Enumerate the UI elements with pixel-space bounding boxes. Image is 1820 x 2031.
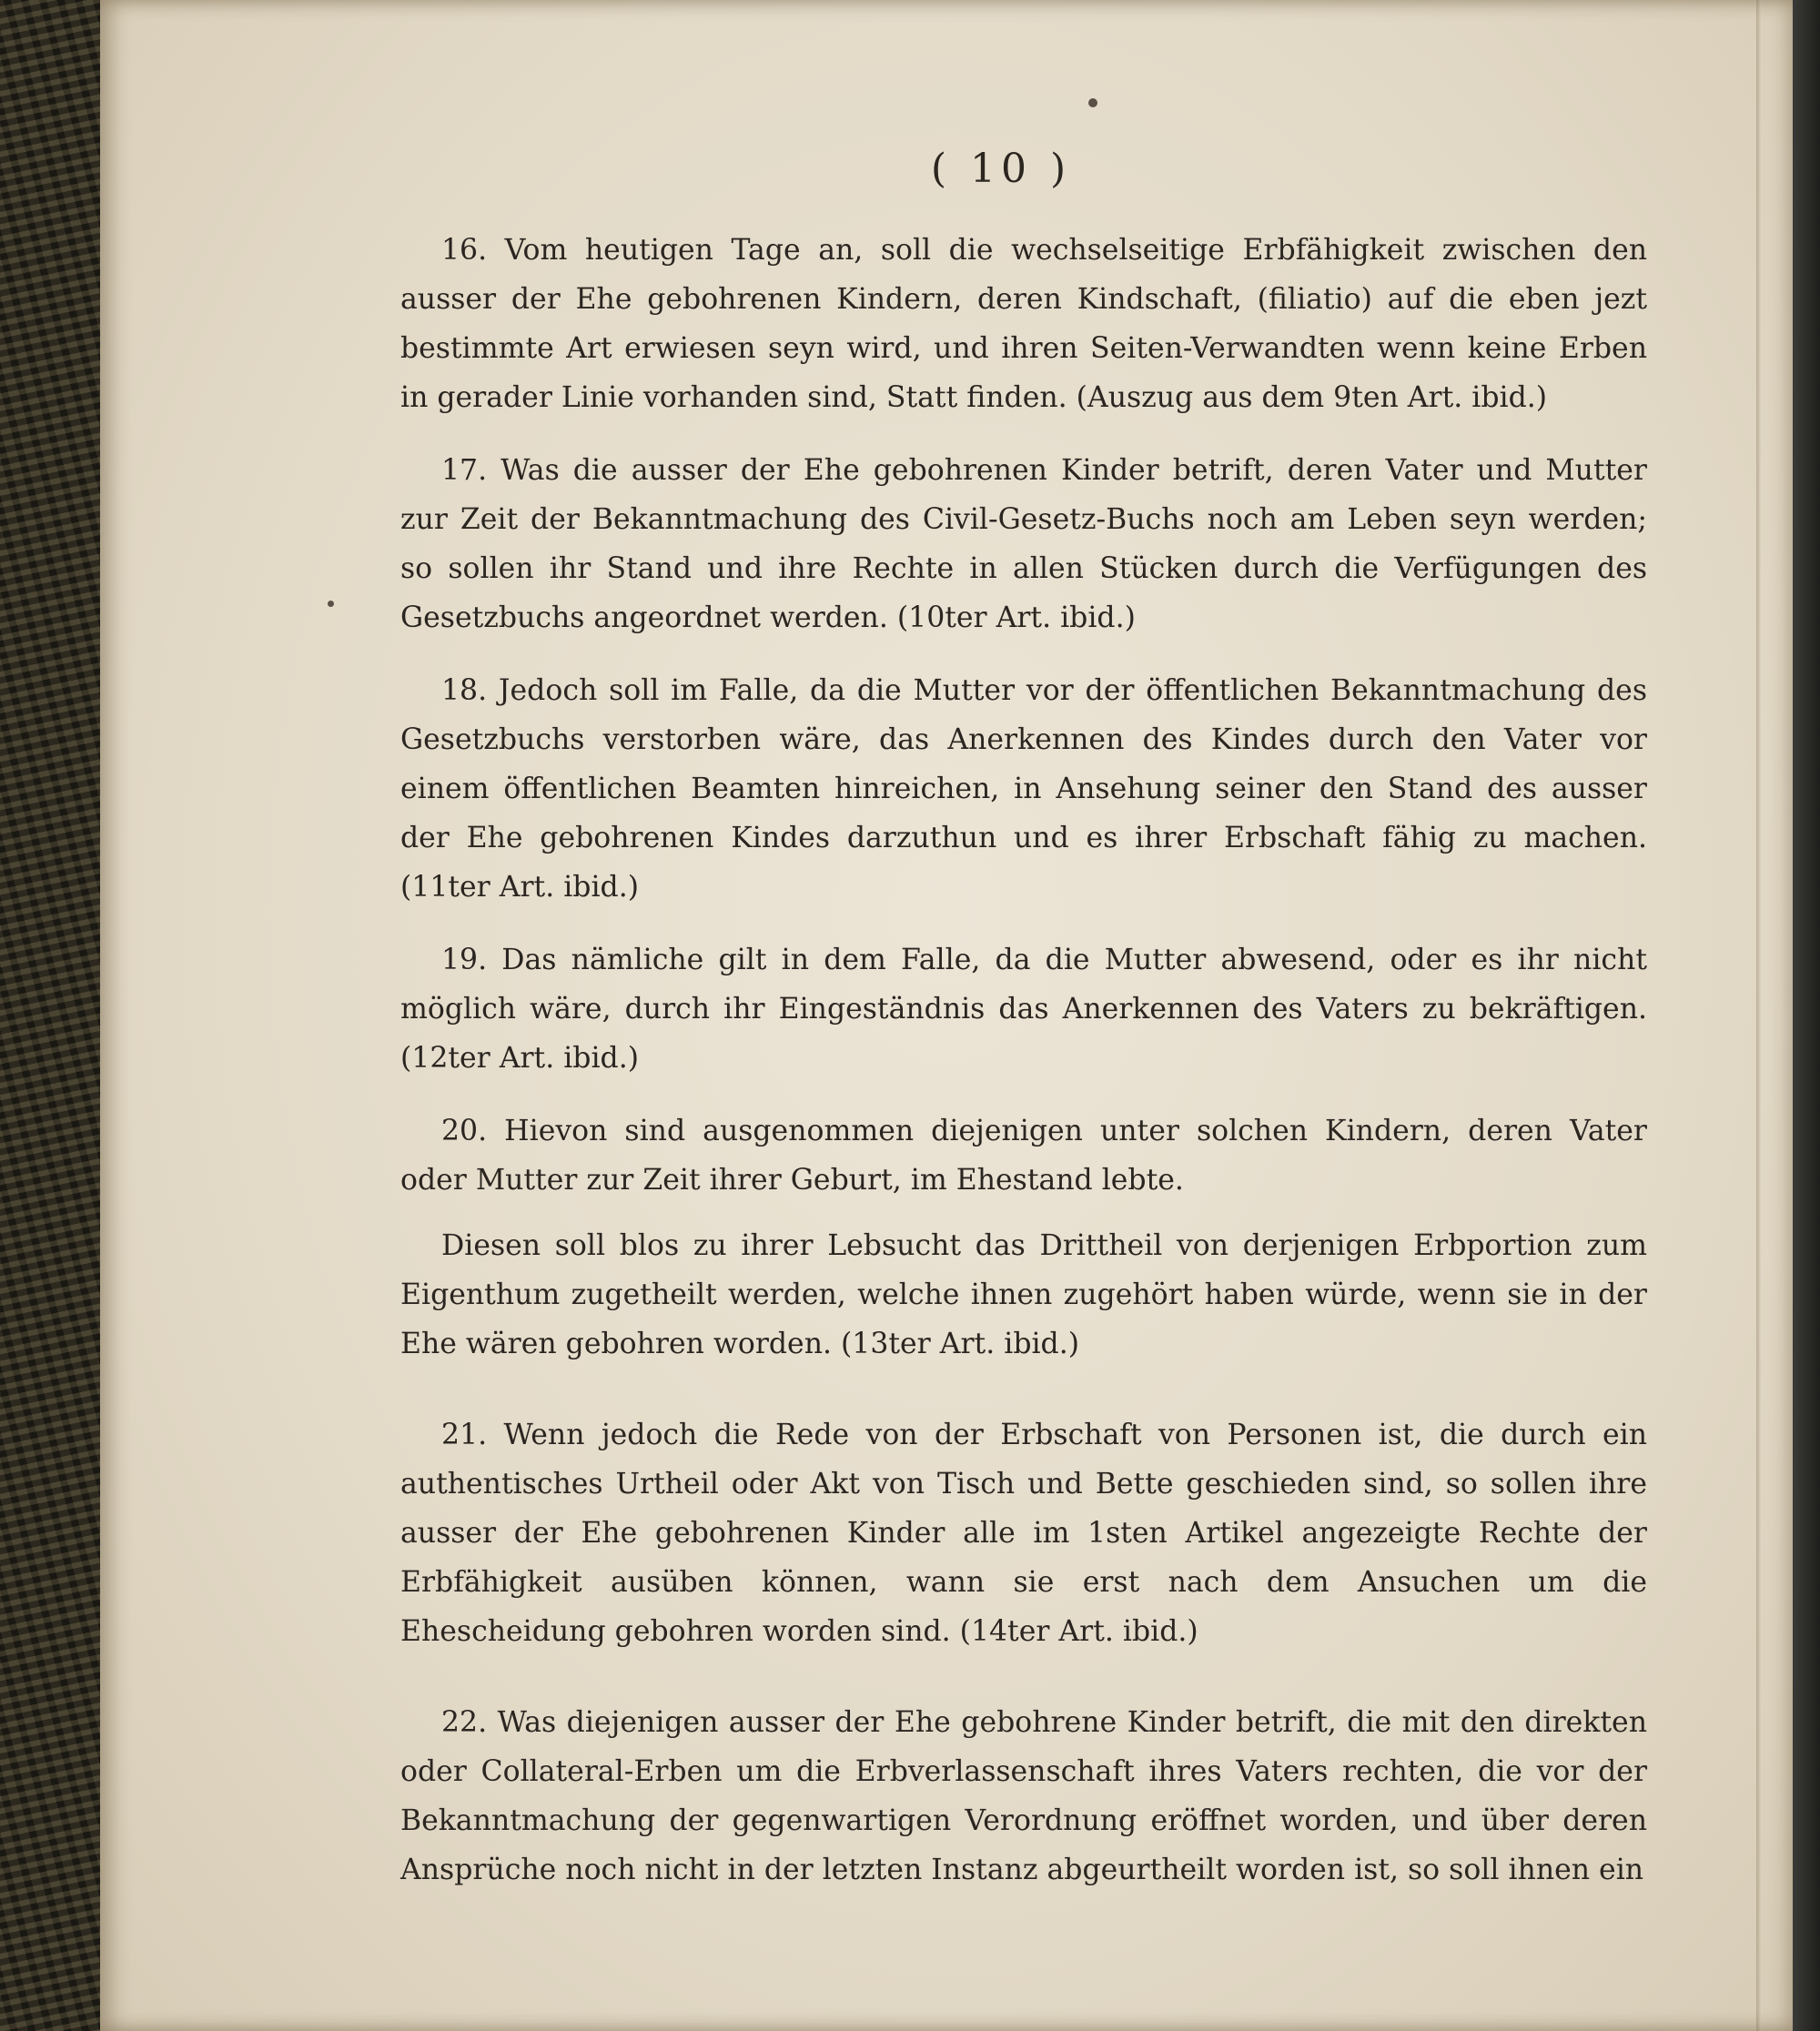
- next-page-edge: [1793, 0, 1820, 2031]
- ink-speck: [328, 601, 334, 607]
- page-text: [400, 226, 1647, 1895]
- paragraph-20-continuation: Diesen soll blos zu ihrer Lebsucht das Drittheil von derjenigen Erbportion zum Eigenthum zugetheilt werden, welche ihnen zugehört haben würde, wenn sie in der Ehe wären gebohren worden. (13ter Art. ibid.): [400, 1229, 1647, 1360]
- paragraph-16: 16. Vom heutigen Tage an, soll die wechselseitige Erbfähigkeit zwischen den ausser der Ehe gebohrenen Kindern, deren Kindschaft, (filiatio) auf die eben jezt bestimmte Art erwiesen seyn wird, und ihren Seiten-Verwandten wenn keine Erben in gerader Linie vorhanden sind, Statt finden. (Auszug aus dem 9ten Art. ibid.): [400, 234, 1647, 414]
- page-number: ( 10 ): [930, 146, 1072, 192]
- paragraph-17: 17. Was die ausser der Ehe gebohrenen Kinder betrift, deren Vater und Mutter zur Zeit der Bekanntmachung des Civil-Gesetz-Buchs noch am Leben seyn werden; so sollen ihr Stand und ihre Rechte in allen Stücken durch die Verfügungen des Gesetzbuchs angeordnet werden. (10ter Art. ibid.): [400, 454, 1647, 634]
- paragraph-22: 22. Was diejenigen ausser der Ehe gebohrene Kinder betrift, die mit den direkten oder Collateral-Erben um die Erbverlassenschaft ihres Vaters rechten, die vor der Bekanntmachung der gegenwartigen Verordnung eröffnet worden, und über deren Ansprüche noch nicht in der letzten Instanz abgeurtheilt worden ist, so soll ihnen ein: [400, 1706, 1647, 1886]
- paragraph-18: 18. Jedoch soll im Falle, da die Mutter vor der öffentlichen Bekanntmachung des Gesetzbuchs verstorben wäre, das Anerkennen des Kindes durch den Vater vor einem öffentlichen Beamten hinreichen, in Ansehung seiner den Stand des ausser der Ehe gebohrenen Kindes darzuthun und es ihrer Erbschaft fähig zu machen. (11ter Art. ibid.): [400, 674, 1647, 904]
- ink-speck: [1088, 98, 1097, 107]
- paragraph-21: 21. Wenn jedoch die Rede von der Erbschaft von Personen ist, die durch ein authentisches Urtheil oder Akt von Tisch und Bette geschieden sind, so sollen ihre ausser der Ehe gebohrenen Kinder alle im 1sten Artikel angezeigte Rechte der Erbfähigkeit ausüben können, wann sie erst nach dem Ansuchen um die Ehescheidung gebohren worden sind. (14ter Art. ibid.): [400, 1419, 1647, 1648]
- paragraph-20: 20. Hievon sind ausgenommen diejenigen unter solchen Kindern, deren Vater oder Mutter zur Zeit ihrer Geburt, im Ehestand lebte.: [400, 1115, 1647, 1197]
- paragraph-19: 19. Das nämliche gilt in dem Falle, da die Mutter abwesend, oder es ihr nicht möglich wäre, durch ihr Eingeständnis das Anerkennen des Vaters zu bekräftigen. (12ter Art. ibid.): [400, 944, 1647, 1075]
- page-fold-edge: [1756, 0, 1762, 2031]
